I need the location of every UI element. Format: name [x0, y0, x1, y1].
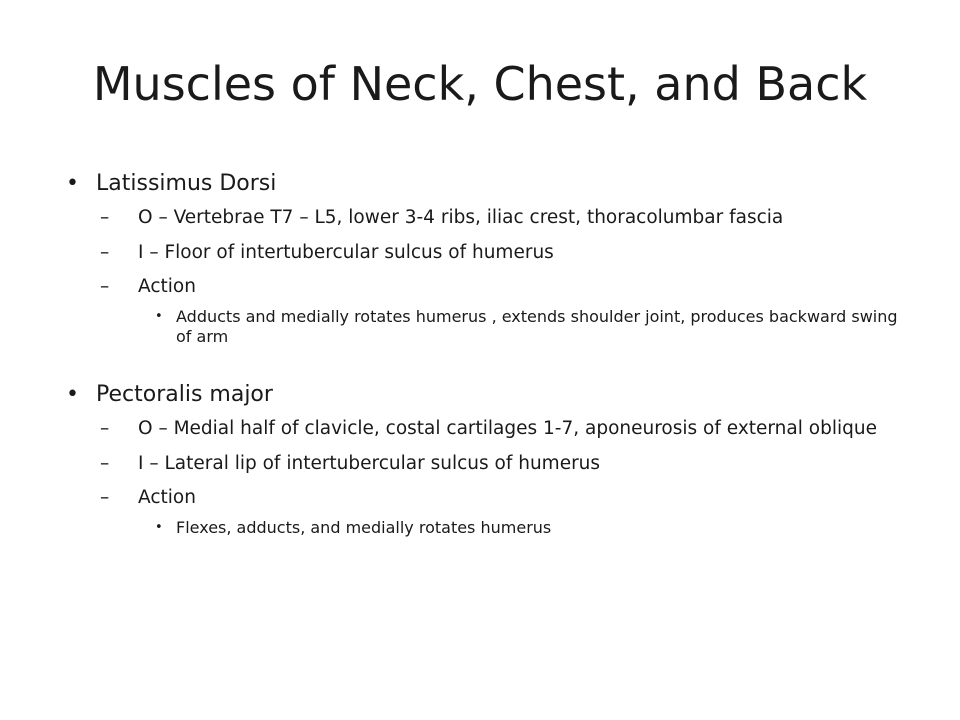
- bullet-icon: •: [155, 520, 163, 535]
- insertion-text: I – Lateral lip of intertubercular sulcus of humerus: [138, 453, 601, 474]
- origin-text: O – Vertebrae T7 – L5, lower 3-4 ribs, iliac crest, thoracolumbar fascia: [138, 207, 784, 228]
- dash-icon: –: [100, 418, 110, 439]
- section-heading-text: Latissimus Dorsi: [96, 171, 277, 196]
- section-heading-latissimus-dorsi: [66, 170, 906, 198]
- dash-icon: –: [100, 453, 110, 474]
- dash-icon: –: [100, 487, 110, 508]
- action-item: [66, 275, 906, 298]
- origin-item: [66, 417, 906, 440]
- insertion-item: [66, 452, 906, 475]
- action-detail: [66, 518, 906, 538]
- insertion-item: [66, 241, 906, 264]
- action-item: [66, 486, 906, 509]
- dash-icon: –: [100, 276, 110, 297]
- insertion-text: I – Floor of intertubercular sulcus of humerus: [138, 242, 554, 263]
- slide-body: [66, 170, 906, 538]
- bullet-icon: •: [66, 171, 79, 196]
- action-detail-text: Flexes, adducts, and medially rotates humerus: [176, 518, 552, 537]
- section-heading-text: Pectoralis major: [96, 382, 273, 407]
- action-detail: [66, 307, 906, 347]
- dash-icon: –: [100, 242, 110, 263]
- bullet-icon: •: [155, 309, 163, 324]
- action-label: Action: [138, 487, 196, 508]
- action-label: Action: [138, 276, 196, 297]
- dash-icon: –: [100, 207, 110, 228]
- section-heading-pectoralis-major: [66, 381, 906, 409]
- origin-item: [66, 206, 906, 229]
- origin-text: O – Medial half of clavicle, costal cartilages 1-7, aponeurosis of external oblique: [138, 418, 877, 439]
- bullet-icon: •: [66, 382, 79, 407]
- action-detail-text: Adducts and medially rotates humerus , extends shoulder joint, produces backward swing of arm: [176, 307, 898, 346]
- slide-title: Muscles of Neck, Chest, and Back: [92, 57, 868, 111]
